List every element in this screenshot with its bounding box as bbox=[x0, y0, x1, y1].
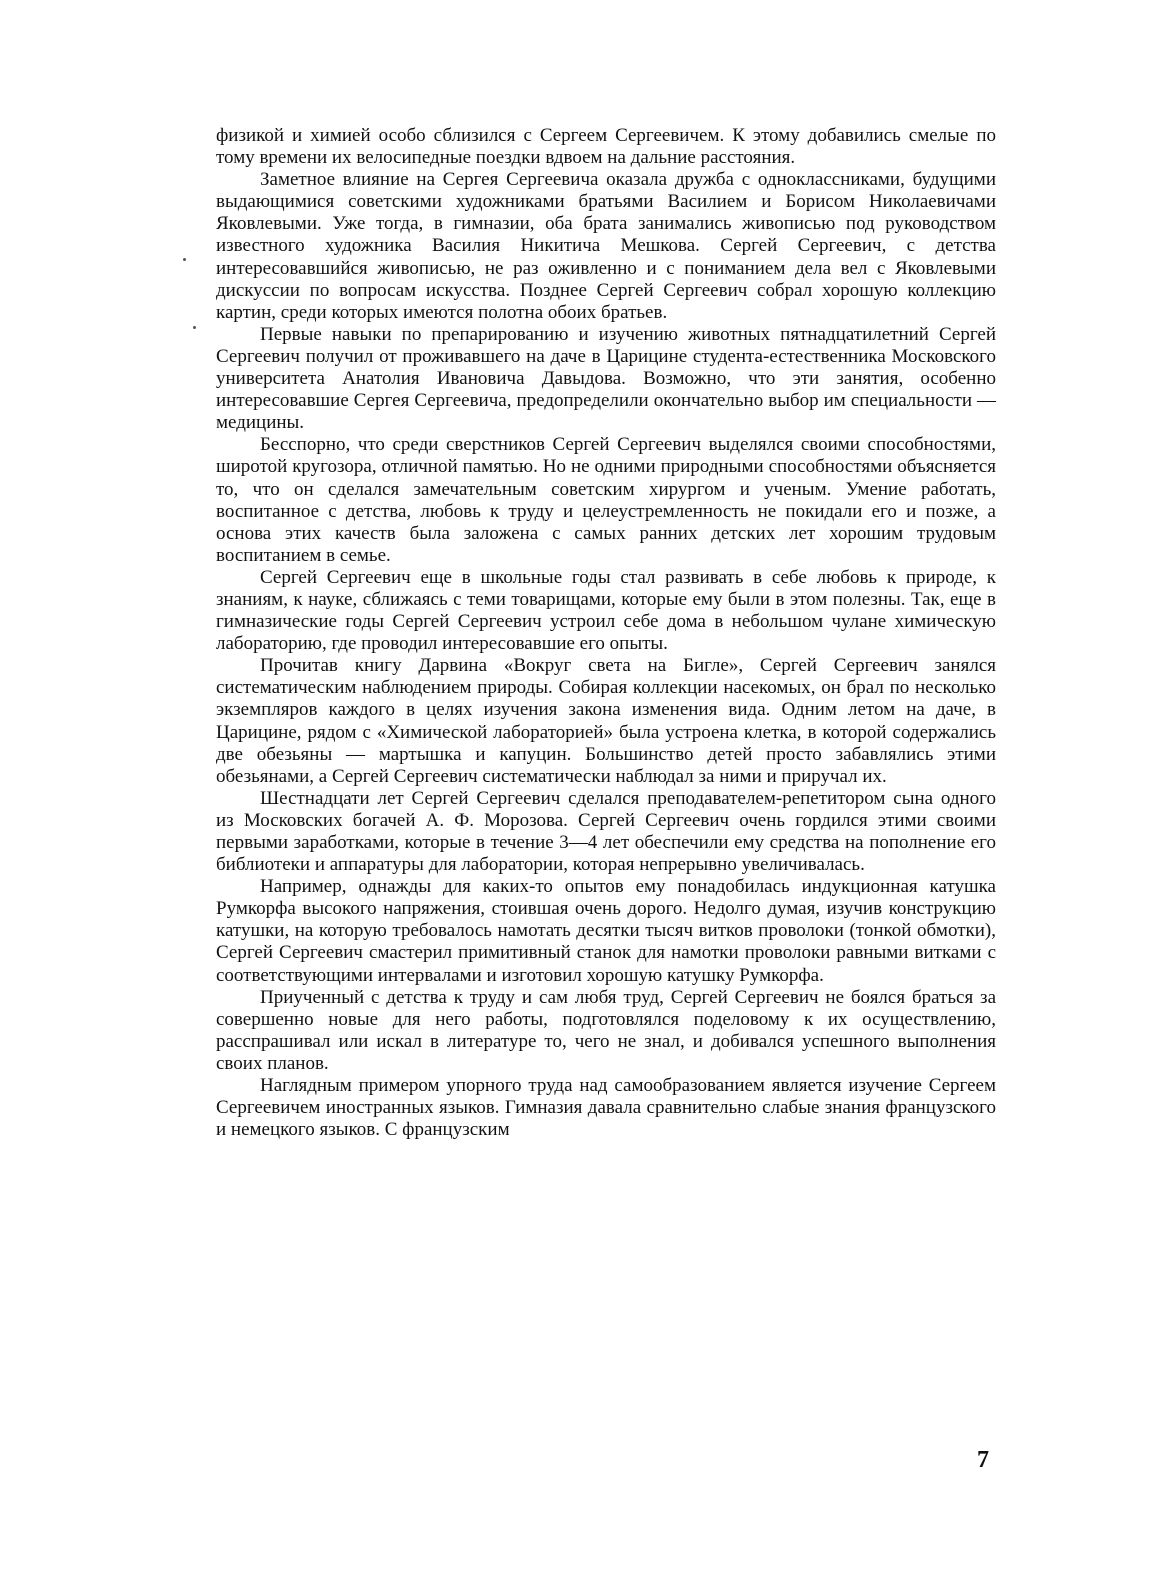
page-number: 7 bbox=[977, 1447, 989, 1473]
paragraph: Бесспорно, что среди сверстников Сергей Сергеевич выделялся своими способностями, широтой кругозора, отличной памятью. Но не одними природными способностями объясняется то, что он сделался замечательным советским хирургом и ученым. Умение работать, воспитанное с детства, любовь к труду и целеустремленность не покидали его и позже, а основа этих качеств была заложена с самых ранних детских лет хорошим трудовым воспитанием в семье. bbox=[216, 434, 996, 566]
paragraph: Например, однажды для каких-то опытов ему понадобилась индукционная катушка Румкорфа высокого напряжения, стоившая очень дорого. Недолго думая, изучив конструкцию катушки, на которую требовалось намотать десятки тысяч витков проволоки (тонкой обмотки), Сергей Сергеевич смастерил примитивный станок для намотки проволоки равными витками с соответствующими интервалами и изготовил хорошую катушку Румкорфа. bbox=[216, 876, 996, 986]
paragraph: Прочитав книгу Дарвина «Вокруг света на Бигле», Сергей Сергеевич занялся систематическим наблюдением природы. Собирая коллекции насекомых, он брал по несколько экземпляров каждого в целях изучения закона изменения вида. Одним летом на даче, в Царицине, рядом с «Химической лабораторией» была устроена клетка, в которой содержались две обезьяны — мартышка и капуцин. Большинство детей просто забавлялись этими обезьянами, а Сергей Сергеевич систематически наблюдал за ними и приручал их. bbox=[216, 655, 996, 787]
body-text bbox=[216, 125, 996, 1141]
scan-speck bbox=[193, 326, 196, 329]
paragraph: Шестнадцати лет Сергей Сергеевич сделался преподавателем-репетитором сына одного из Московских богачей А. Ф. Морозова. Сергей Сергеевич очень гордился этими своими первыми заработками, которые в течение 3—4 лет обеспечили ему средства на пополнение его библиотеки и аппаратуры для лаборатории, которая непрерывно увеличивалась. bbox=[216, 787, 996, 876]
paragraph: Наглядным примером упорного труда над самообразованием является изучение Сергеем Сергеевичем иностранных языков. Гимназия давала сравнительно слабые знания французского и немецкого языков. С французским bbox=[216, 1075, 996, 1141]
paragraph: Заметное влияние на Сергея Сергеевича оказала дружба с одноклассниками, будущими выдающимися советскими художниками братьями Василием и Борисом Николаевичами Яковлевыми. Уже тогда, в гимназии, оба брата занимались живописью под руководством известного художника Василия Никитича Мешкова. Сергей Сергеевич, с детства интересовавшийся живописью, не раз оживленно и с пониманием дела вел с Яковлевыми дискуссии по вопросам искусства. Позднее Сергей Сергеевич собрал хорошую коллекцию картин, среди которых имеются полотна обоих братьев. bbox=[216, 169, 996, 323]
paragraph: Сергей Сергеевич еще в школьные годы стал развивать в себе любовь к природе, к знаниям, к науке, сближаясь с теми товарищами, которые ему были в этом полезны. Так, еще в гимназические годы Сергей Сергеевич устроил себе дома в небольшом чулане химическую лабораторию, где проводил интересовавшие его опыты. bbox=[216, 566, 996, 655]
scan-speck bbox=[183, 258, 186, 261]
paragraph: Первые навыки по препарированию и изучению животных пятнадцатилетний Сергей Сергеевич получил от проживавшего на даче в Царицине студента-естественника Московского университета Анатолия Ивановича Давыдова. Возможно, что эти занятия, особенно интересовавшие Сергея Сергеевича, предопределили окончательно выбор им специальности — медицины. bbox=[216, 323, 996, 434]
paragraph: Приученный с детства к труду и сам любя труд, Сергей Сергеевич не боялся браться за совершенно новые для него работы, подготовлялся поделовому к их осуществлению, расспрашивал или искал в литературе то, чего не знал, и добивался успешного выполнения своих планов. bbox=[216, 986, 996, 1074]
paragraph: физикой и химией особо сблизился с Сергеем Сергеевичем. К этому добавились смелые по тому времени их велосипедные поездки вдвоем на дальние расстояния. bbox=[216, 125, 996, 169]
